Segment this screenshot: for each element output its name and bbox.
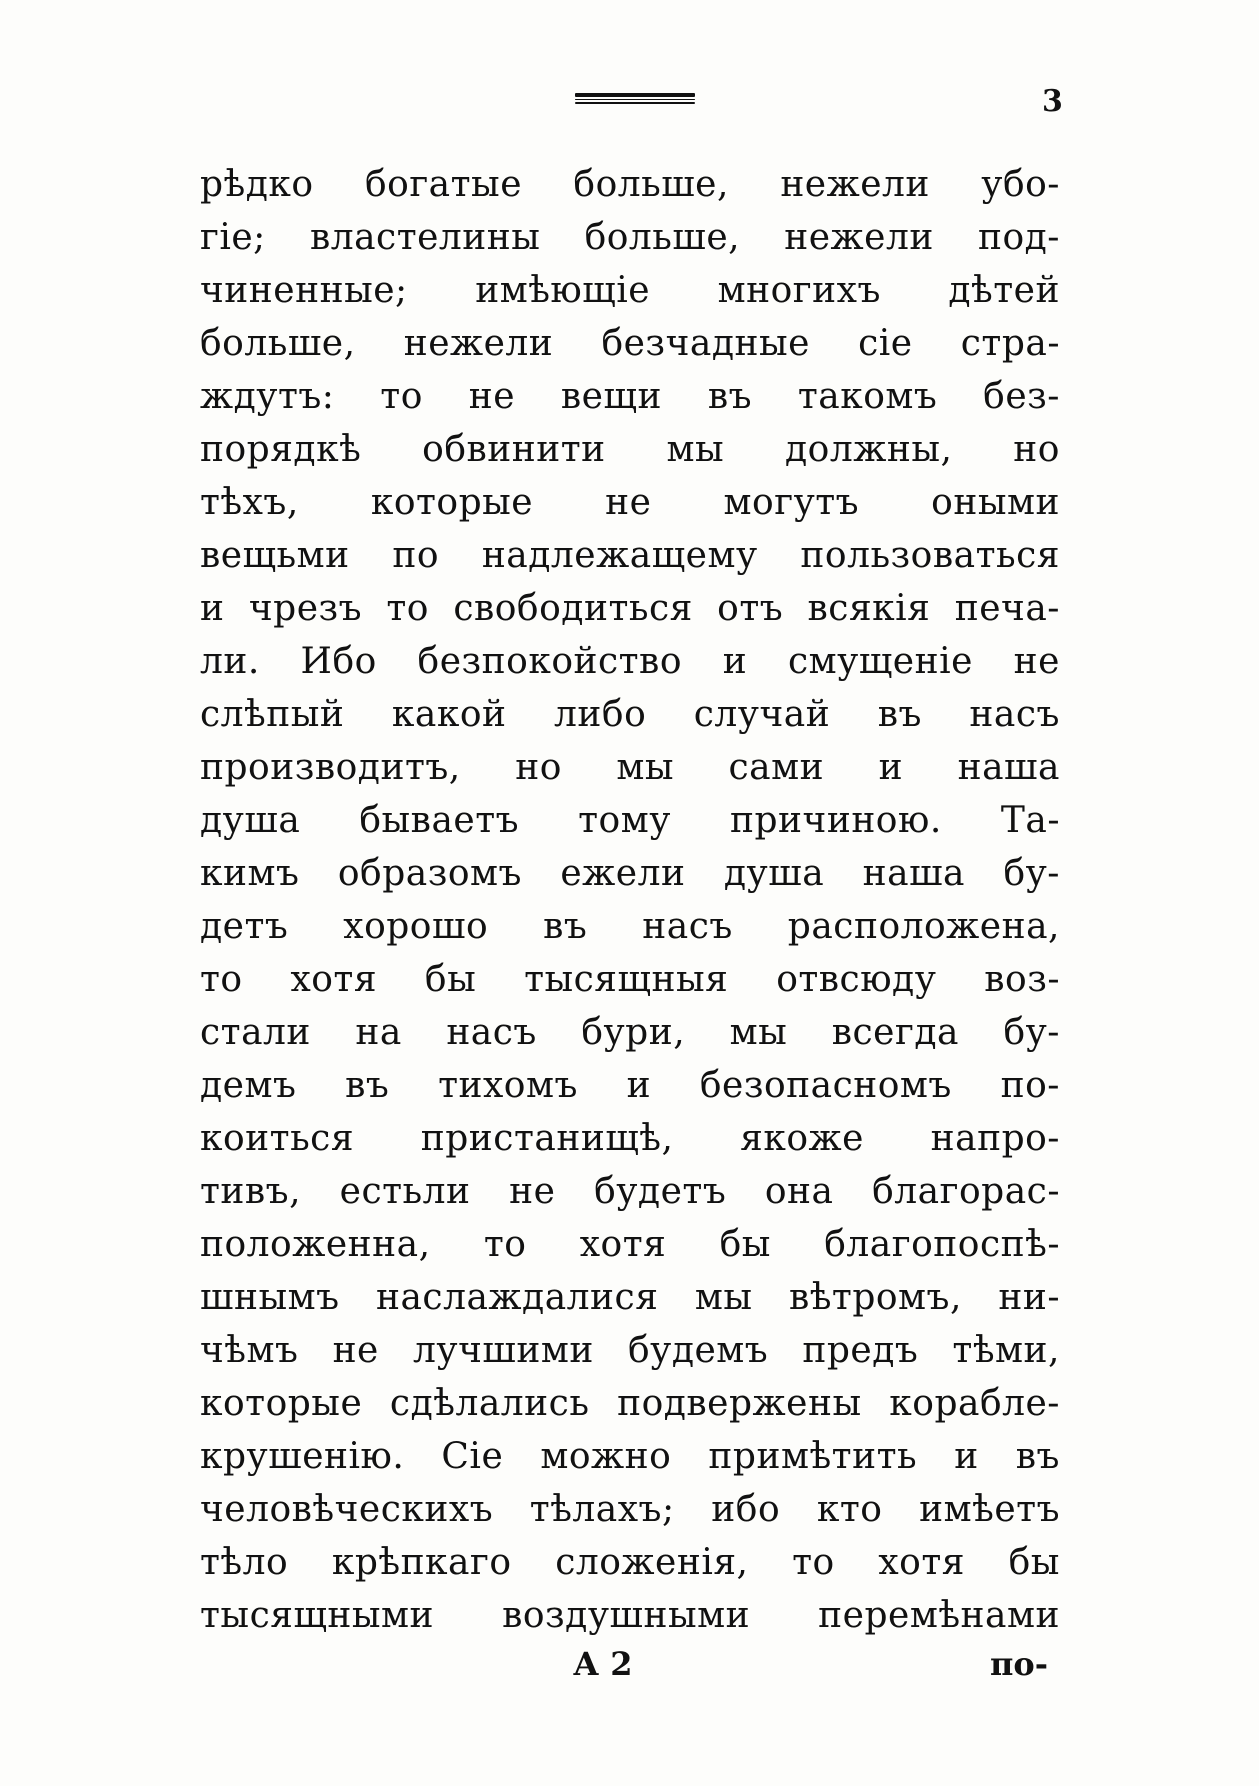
text-word: властелины: [309, 217, 541, 258]
text-word: убо-: [981, 164, 1060, 205]
header-ornament-rule: [575, 93, 695, 105]
text-word: хотя: [878, 1542, 965, 1583]
text-word: либо: [554, 694, 647, 735]
text-line: [200, 794, 1060, 847]
text-line: [200, 529, 1060, 582]
text-word: пользоваться: [800, 535, 1060, 576]
text-word: и: [954, 1436, 979, 1477]
text-word: въ: [543, 906, 588, 947]
text-line: [200, 1324, 1060, 1377]
text-word: ибо: [711, 1489, 781, 1530]
text-word: нежели: [784, 217, 934, 258]
catchword: по-: [990, 1645, 1049, 1683]
text-word: мы: [729, 1012, 788, 1053]
text-word: бываетъ: [359, 800, 520, 841]
text-word: бы: [719, 1224, 771, 1265]
text-word: должны,: [785, 429, 953, 470]
text-word: будемъ: [627, 1330, 769, 1371]
text-word: расположена,: [787, 906, 1060, 947]
text-word: сіе: [858, 323, 913, 364]
text-word: въ: [707, 376, 752, 417]
printer-signature-mark: А 2: [573, 1645, 633, 1683]
text-word: хорошо: [343, 906, 489, 947]
text-line: [200, 1430, 1060, 1483]
text-word: насъ: [446, 1012, 537, 1053]
text-word: Та-: [1000, 800, 1060, 841]
text-word: бы: [424, 959, 477, 1000]
text-word: Ибо: [300, 641, 377, 682]
text-word: и: [200, 588, 225, 629]
text-word: ни-: [998, 1277, 1060, 1318]
text-line: [200, 847, 1060, 900]
text-word: подвержены: [617, 1383, 862, 1424]
text-word: оными: [931, 482, 1060, 523]
text-word: наша: [957, 747, 1060, 788]
text-word: въ: [1015, 1436, 1060, 1477]
text-word: стали: [200, 1012, 311, 1053]
text-word: то: [380, 376, 423, 417]
rule-line-top: [575, 93, 695, 97]
text-word: могутъ: [723, 482, 860, 523]
text-line: [200, 953, 1060, 1006]
text-word: не: [605, 482, 652, 523]
text-word: она: [764, 1171, 834, 1212]
text-word: и: [878, 747, 904, 788]
text-line: [200, 476, 1060, 529]
text-line: [200, 370, 1060, 423]
text-word: слѣпый: [200, 694, 345, 735]
text-word: порядкѣ: [200, 429, 362, 470]
text-line: [200, 1112, 1060, 1165]
text-word: мы: [616, 747, 675, 788]
text-word: то: [792, 1542, 835, 1583]
text-word: насъ: [642, 906, 733, 947]
text-word: тихомъ: [438, 1065, 578, 1106]
text-word: въ: [345, 1065, 390, 1106]
text-word: случай: [693, 694, 831, 735]
text-word: демъ: [200, 1065, 297, 1106]
text-word: наслаждалися: [375, 1277, 659, 1318]
text-word: смущеніе: [787, 641, 973, 682]
text-line: [200, 1483, 1060, 1536]
text-word: душа: [723, 853, 825, 894]
text-word: сдѣлались: [389, 1383, 590, 1424]
text-line: [200, 635, 1060, 688]
text-line: [200, 211, 1060, 264]
text-word: вѣтромъ,: [788, 1277, 962, 1318]
text-word: сами: [728, 747, 825, 788]
text-word: положенна,: [200, 1224, 431, 1265]
text-word: воз-: [984, 959, 1060, 1000]
text-word: крѣпкаго: [331, 1542, 512, 1583]
text-word: предъ: [802, 1330, 919, 1371]
text-line: [200, 1165, 1060, 1218]
text-word: хотя: [579, 1224, 667, 1265]
text-word: Сіе: [441, 1436, 504, 1477]
text-line: [200, 1589, 1060, 1642]
text-word: отъ: [717, 588, 784, 629]
text-word: не: [1013, 641, 1060, 682]
text-word: бу-: [1003, 853, 1060, 894]
text-word: ждутъ:: [200, 376, 335, 417]
text-word: ежели: [560, 853, 686, 894]
text-word: воздушными: [502, 1595, 751, 1636]
text-word: кто: [816, 1489, 883, 1530]
text-word: больше,: [584, 217, 741, 258]
text-word: бы: [1008, 1542, 1060, 1583]
text-word: рѣдко: [200, 164, 314, 205]
text-word: и: [722, 641, 748, 682]
text-word: не: [468, 376, 516, 417]
text-word: образомъ: [337, 853, 522, 894]
text-word: можно: [540, 1436, 672, 1477]
text-word: многихъ: [717, 270, 881, 311]
text-word: больше,: [573, 164, 729, 205]
text-word: тѣло: [200, 1542, 289, 1583]
text-word: будетъ: [594, 1171, 727, 1212]
text-word: которые: [370, 482, 534, 523]
text-word: всякія: [807, 588, 931, 629]
text-word: наша: [862, 853, 965, 894]
text-word: чѣмъ: [200, 1330, 299, 1371]
text-word: под-: [977, 217, 1060, 258]
text-line: [200, 1271, 1060, 1324]
text-word: какой: [391, 694, 507, 735]
text-line: [200, 1218, 1060, 1271]
text-word: тѣми,: [952, 1330, 1060, 1371]
text-word: коиться: [200, 1118, 355, 1159]
text-word: по-: [1000, 1065, 1060, 1106]
text-word: бу-: [1003, 1012, 1060, 1053]
text-word: не: [332, 1330, 379, 1371]
text-word: но: [1013, 429, 1060, 470]
text-word: но: [515, 747, 562, 788]
body-text: [200, 158, 1060, 1642]
text-word: мы: [666, 429, 725, 470]
text-word: причиною.: [729, 800, 942, 841]
text-word: благопоспѣ-: [824, 1224, 1060, 1265]
text-word: естьли: [339, 1171, 471, 1212]
text-word: производитъ,: [200, 747, 461, 788]
text-word: лучшими: [413, 1330, 594, 1371]
text-word: мы: [694, 1277, 753, 1318]
text-word: ли.: [200, 641, 260, 682]
text-word: благорас-: [872, 1171, 1060, 1212]
text-word: чрезъ: [248, 588, 363, 629]
text-word: отвсюду: [776, 959, 937, 1000]
text-word: на: [355, 1012, 402, 1053]
text-word: свободиться: [453, 588, 693, 629]
text-word: вещи: [560, 376, 662, 417]
text-word: нежели: [780, 164, 930, 205]
text-word: корабле-: [889, 1383, 1060, 1424]
text-word: крушенію.: [200, 1436, 405, 1477]
text-word: которые: [200, 1383, 363, 1424]
text-word: сложенія,: [555, 1542, 749, 1583]
text-word: тѣхъ,: [200, 482, 299, 523]
text-word: примѣтить: [708, 1436, 918, 1477]
text-line: [200, 582, 1060, 635]
text-word: печа-: [954, 588, 1060, 629]
text-word: безчадные: [601, 323, 810, 364]
text-line: [200, 158, 1060, 211]
text-line: [200, 264, 1060, 317]
text-word: гіе;: [200, 217, 266, 258]
text-word: чиненные;: [200, 270, 408, 311]
page-number: 3: [1042, 84, 1063, 119]
text-word: безопасномъ: [699, 1065, 952, 1106]
text-word: и: [626, 1065, 652, 1106]
text-line: [200, 1377, 1060, 1430]
text-line: [200, 1536, 1060, 1589]
text-word: кимъ: [200, 853, 300, 894]
text-word: вещьми: [200, 535, 350, 576]
text-word: по: [392, 535, 440, 576]
text-word: напро-: [930, 1118, 1060, 1159]
text-word: бури,: [581, 1012, 686, 1053]
text-word: всегда: [831, 1012, 959, 1053]
text-line: [200, 1006, 1060, 1059]
text-word: то: [386, 588, 429, 629]
text-word: человѣческихъ: [200, 1489, 494, 1530]
text-word: шнымъ: [200, 1277, 340, 1318]
rule-line-bottom: [575, 102, 695, 104]
text-line: [200, 423, 1060, 476]
text-word: то: [483, 1224, 527, 1265]
text-word: насъ: [969, 694, 1060, 735]
text-line: [200, 741, 1060, 794]
text-line: [200, 1059, 1060, 1112]
text-word: обвинити: [422, 429, 606, 470]
text-word: тысящныя: [524, 959, 729, 1000]
text-word: безпокойство: [417, 641, 682, 682]
text-word: тысящными: [200, 1595, 435, 1636]
text-word: богатые: [364, 164, 523, 205]
text-word: нежели: [403, 323, 554, 364]
text-word: не: [509, 1171, 556, 1212]
text-word: стра-: [960, 323, 1060, 364]
text-word: якоже: [740, 1118, 864, 1159]
text-word: то: [200, 959, 243, 1000]
text-word: въ: [877, 694, 922, 735]
text-word: детъ: [200, 906, 289, 947]
text-line: [200, 317, 1060, 370]
text-word: имѣетъ: [919, 1489, 1060, 1530]
text-word: пристанищѣ,: [420, 1118, 674, 1159]
text-word: хотя: [290, 959, 378, 1000]
text-word: такомъ: [797, 376, 938, 417]
text-word: больше,: [200, 323, 356, 364]
text-line: [200, 900, 1060, 953]
text-word: без-: [983, 376, 1060, 417]
text-word: тому: [578, 800, 671, 841]
text-word: имѣющіе: [475, 270, 651, 311]
text-word: душа: [200, 800, 301, 841]
text-word: перемѣнами: [818, 1595, 1060, 1636]
text-word: надлежащему: [481, 535, 758, 576]
text-word: дѣтей: [948, 270, 1060, 311]
text-word: тѣлахъ;: [529, 1489, 675, 1530]
rule-line-middle: [575, 99, 695, 100]
text-line: [200, 688, 1060, 741]
text-word: тивъ,: [200, 1171, 302, 1212]
